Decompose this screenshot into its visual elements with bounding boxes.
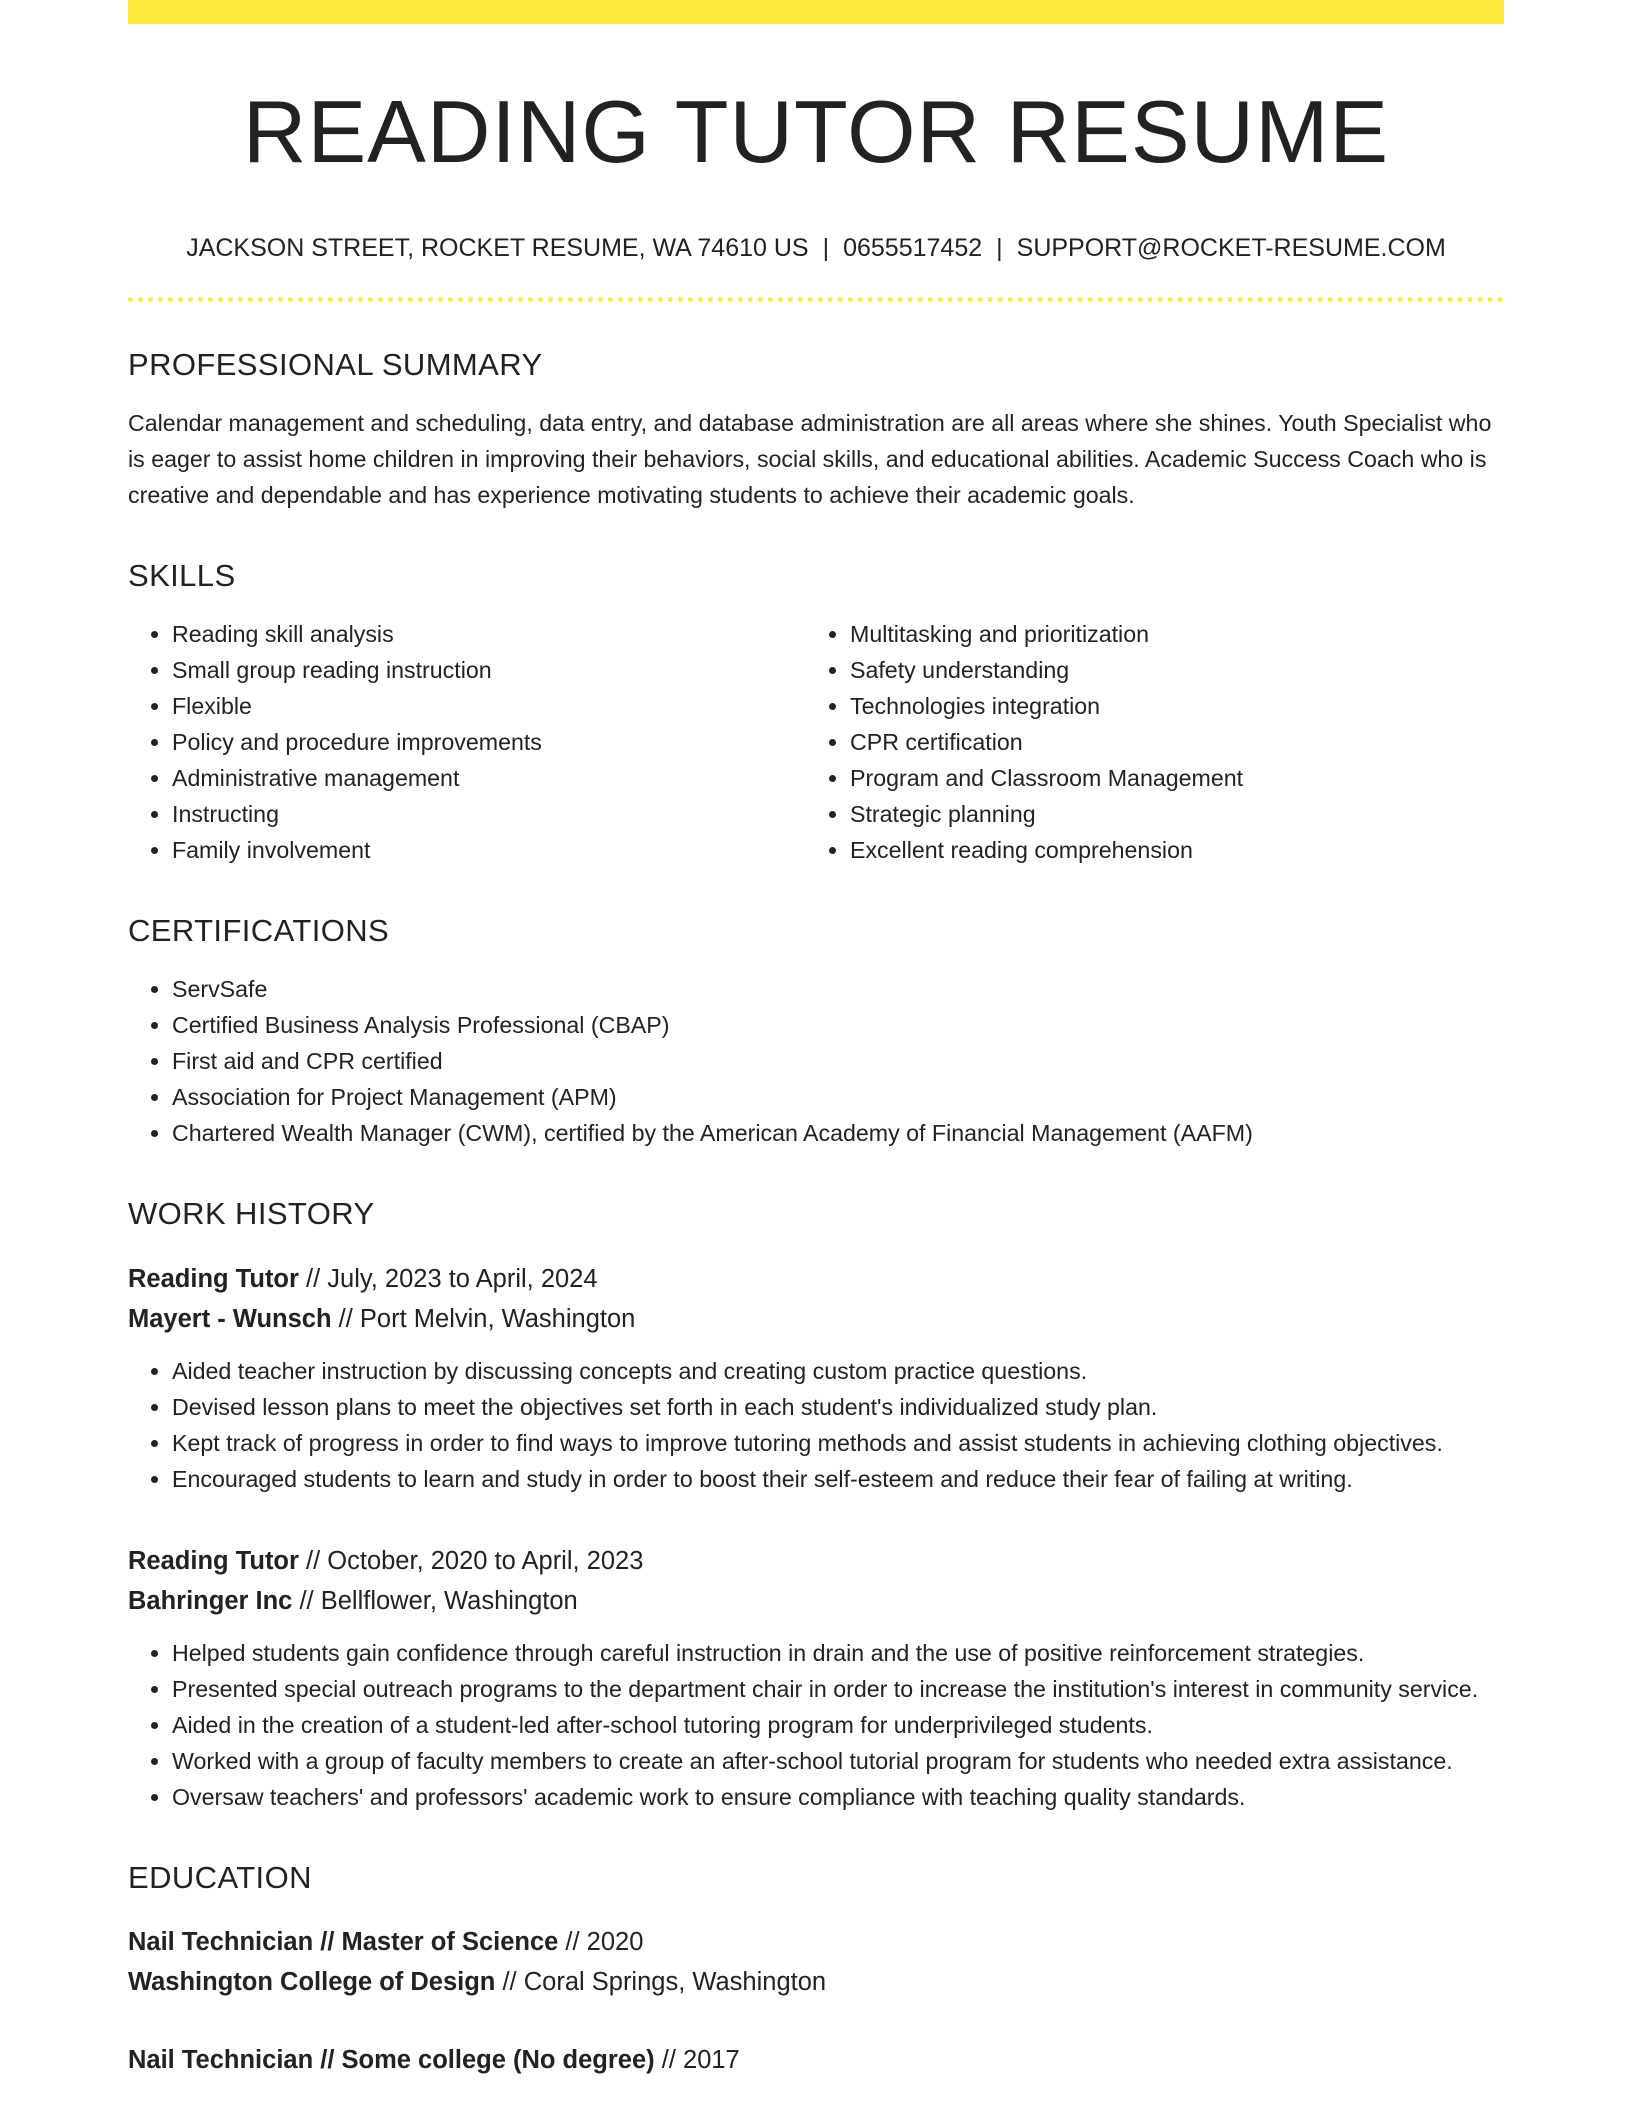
skill-item: • Flexible <box>172 688 806 724</box>
education-entry <box>128 1922 1504 2002</box>
skill-item: • Reading skill analysis <box>172 616 806 652</box>
job-company: Bahringer Inc <box>128 1586 293 1615</box>
skill-item: • Instructing <box>172 796 806 832</box>
education-year: // 2020 <box>558 1927 644 1956</box>
contact-address: JACKSON STREET, ROCKET RESUME, WA 74610 US <box>186 233 809 262</box>
contact-separator: | <box>996 233 1003 262</box>
certification-item: • ServSafe <box>172 971 1504 1007</box>
certification-item: • Certified Business Analysis Professional (CBAP) <box>172 1007 1504 1043</box>
job-company-line <box>128 1299 1504 1339</box>
education-school-line <box>128 1962 1504 2002</box>
education-heading: EDUCATION <box>128 1859 312 1895</box>
education-location: // Coral Springs, Washington <box>495 1967 827 1996</box>
summary-text: Calendar management and scheduling, data entry, and database administration are all areas where she shines. Youth Specialist who is eager to assist home children in improving their behaviors, social skills, and educational abilities. Academic Success Coach who is creative and dependable and has experience motivating students to achieve their academic goals. <box>128 409 1492 508</box>
skill-item: • Policy and procedure improvements <box>172 724 806 760</box>
skills-section <box>128 557 1504 868</box>
skill-item: • Administrative management <box>172 760 806 796</box>
job-dates: // October, 2020 to April, 2023 <box>298 1546 644 1575</box>
skills-list-right <box>806 616 1484 868</box>
education-degree: Nail Technician // Some college (No degree) <box>128 2045 655 2074</box>
education-school: Washington College of Design <box>128 1967 496 1996</box>
job-dates: // July, 2023 to April, 2024 <box>298 1264 598 1293</box>
skills-heading: SKILLS <box>128 557 236 593</box>
job-bullet: • Devised lesson plans to meet the objectives set forth in each student's individualized study plan. <box>172 1389 1504 1425</box>
certifications-list <box>128 971 1504 1151</box>
work-history-section <box>128 1195 1504 1814</box>
skills-columns <box>128 616 1504 868</box>
education-degree: Nail Technician // Master of Science <box>128 1927 559 1956</box>
skill-item: • Small group reading instruction <box>172 652 806 688</box>
skill-item: • Program and Classroom Management <box>850 760 1484 796</box>
certification-item: • Chartered Wealth Manager (CWM), certified by the American Academy of Financial Management (AAFM) <box>172 1115 1504 1151</box>
education-degree-line <box>128 2040 1504 2080</box>
certifications-heading: CERTIFICATIONS <box>128 913 390 949</box>
skill-item: • Family involvement <box>172 832 806 868</box>
certification-item: • First aid and CPR certified <box>172 1043 1504 1079</box>
job-bullets <box>128 1353 1504 1497</box>
job-bullet: • Helped students gain confidence through careful instruction in drain and the use of positive reinforcement strategies. <box>172 1635 1504 1671</box>
skills-list-left <box>128 616 806 868</box>
skill-item: • CPR certification <box>850 724 1484 760</box>
work-history-heading: WORK HISTORY <box>128 1196 375 1232</box>
job-company: Mayert - Wunsch <box>128 1304 332 1333</box>
education-section <box>128 1859 1504 2080</box>
contact-phone: 0655517452 <box>843 233 983 262</box>
skill-item: • Multitasking and prioritization <box>850 616 1484 652</box>
summary-heading: PROFESSIONAL SUMMARY <box>128 346 543 382</box>
summary-section <box>128 346 1504 513</box>
job-title-line <box>128 1259 1504 1299</box>
job-bullet: • Worked with a group of faculty members to create an after-school tutorial program for students who needed extra assistance. <box>172 1743 1504 1779</box>
education-entry <box>128 2040 1504 2080</box>
contact-email: SUPPORT@ROCKET-RESUME.COM <box>1016 233 1446 262</box>
job-entry <box>128 1259 1504 1497</box>
job-bullet: • Kept track of progress in order to find ways to improve tutoring methods and assist students in achieving clothing objectives. <box>172 1425 1504 1461</box>
skill-item: • Excellent reading comprehension <box>850 832 1484 868</box>
top-accent-bar <box>128 0 1504 24</box>
skill-item: • Strategic planning <box>850 796 1484 832</box>
job-bullet: • Oversaw teachers' and professors' academic work to ensure compliance with teaching quality standards. <box>172 1779 1504 1815</box>
job-bullet: • Aided teacher instruction by discussing concepts and creating custom practice questions. <box>172 1353 1504 1389</box>
job-entry <box>128 1541 1504 1815</box>
certifications-section <box>128 912 1504 1151</box>
education-year: // 2017 <box>654 2045 740 2074</box>
certification-item: • Association for Project Management (APM) <box>172 1079 1504 1115</box>
page-title: READING TUTOR RESUME <box>242 82 1390 181</box>
job-bullet: • Presented special outreach programs to the department chair in order to increase the institution's interest in community service. <box>172 1671 1504 1707</box>
education-degree-line <box>128 1922 1504 1962</box>
job-title: Reading Tutor <box>128 1264 299 1293</box>
skill-item: • Safety understanding <box>850 652 1484 688</box>
job-company-line <box>128 1581 1504 1621</box>
job-title-line <box>128 1541 1504 1581</box>
contact-line <box>128 233 1504 263</box>
resume-page <box>128 0 1504 2080</box>
header-divider <box>128 297 1504 302</box>
job-bullets <box>128 1635 1504 1815</box>
job-bullet: • Encouraged students to learn and study in order to boost their self-esteem and reduce their fear of failing at writing. <box>172 1461 1504 1497</box>
contact-separator: | <box>822 233 830 262</box>
job-title: Reading Tutor <box>128 1546 299 1575</box>
job-location: // Port Melvin, Washington <box>331 1304 636 1333</box>
job-location: // Bellflower, Washington <box>292 1586 578 1615</box>
job-bullet: • Aided in the creation of a student-led after-school tutoring program for underprivileged students. <box>172 1707 1504 1743</box>
skill-item: • Technologies integration <box>850 688 1484 724</box>
